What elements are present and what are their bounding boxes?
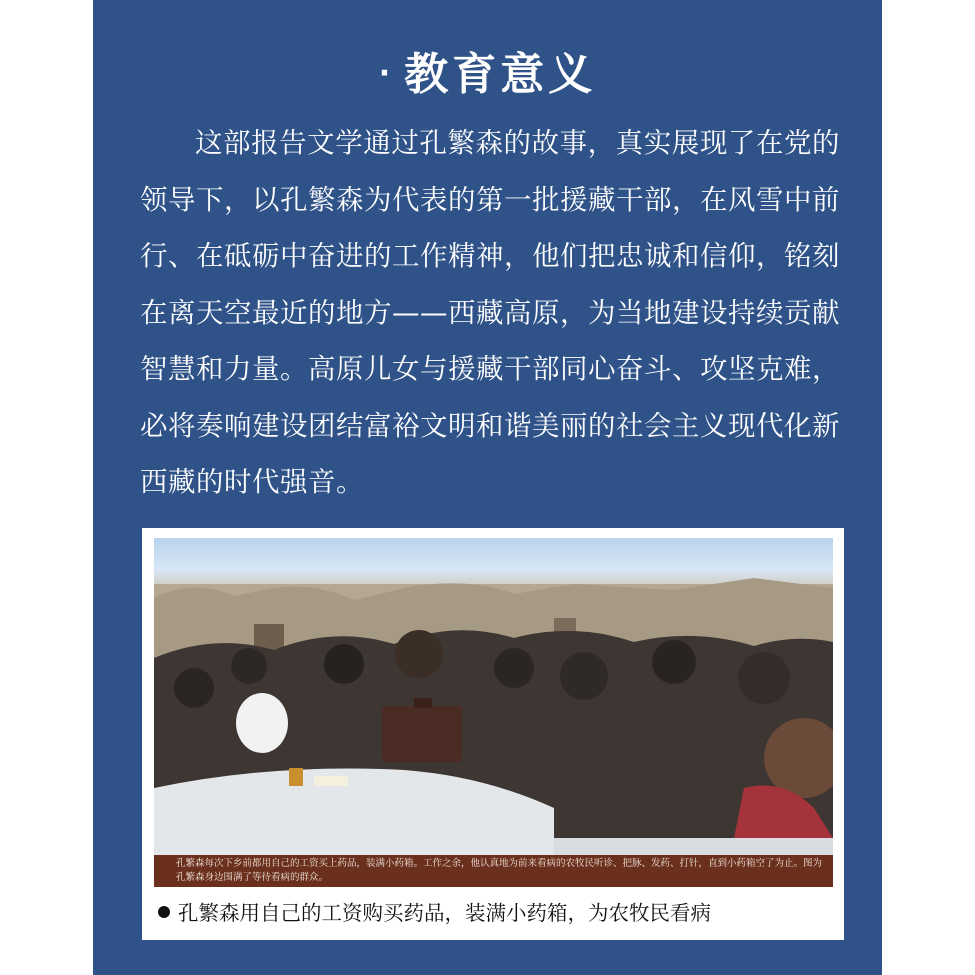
photo-illustration — [154, 538, 833, 855]
crowd-photo — [154, 538, 833, 855]
photo-embedded-caption: 孔繁森每次下乡前都用自己的工资买上药品，装满小药箱。工作之余，他认真地为前来看病的农牧民听诊、把脉、发药、打针，直到小药箱空了为止。图为孔繁森身边围满了等待看病的群众。 — [154, 855, 833, 887]
photo-caption-text: 孔繁森用自己的工资购买药品，装满小药箱，为农牧民看病 — [178, 901, 711, 925]
photo-caption — [158, 898, 838, 928]
section-title-text: 教育意义 — [404, 49, 597, 100]
section-title — [93, 38, 882, 102]
title-dot-icon: · — [378, 55, 395, 91]
section-paragraph: 这部报告文学通过孔繁森的故事，真实展现了在党的领导下，以孔繁森为代表的第一批援藏干部，在风雪中前行、在砥砺中奋进的工作精神，他们把忠诚和信仰，铭刻在离天空最近的地方——西藏高原，为当地建设持续贡献智慧和力量。高原儿女与援藏干部同心奋斗、攻坚克难，必将奏响建设团结富裕文明和谐美丽的社会主义现代化新西藏的时代强音。 — [140, 127, 840, 498]
bullet-icon — [158, 906, 170, 918]
medicine-box — [382, 706, 462, 762]
photo-frame — [142, 528, 844, 940]
